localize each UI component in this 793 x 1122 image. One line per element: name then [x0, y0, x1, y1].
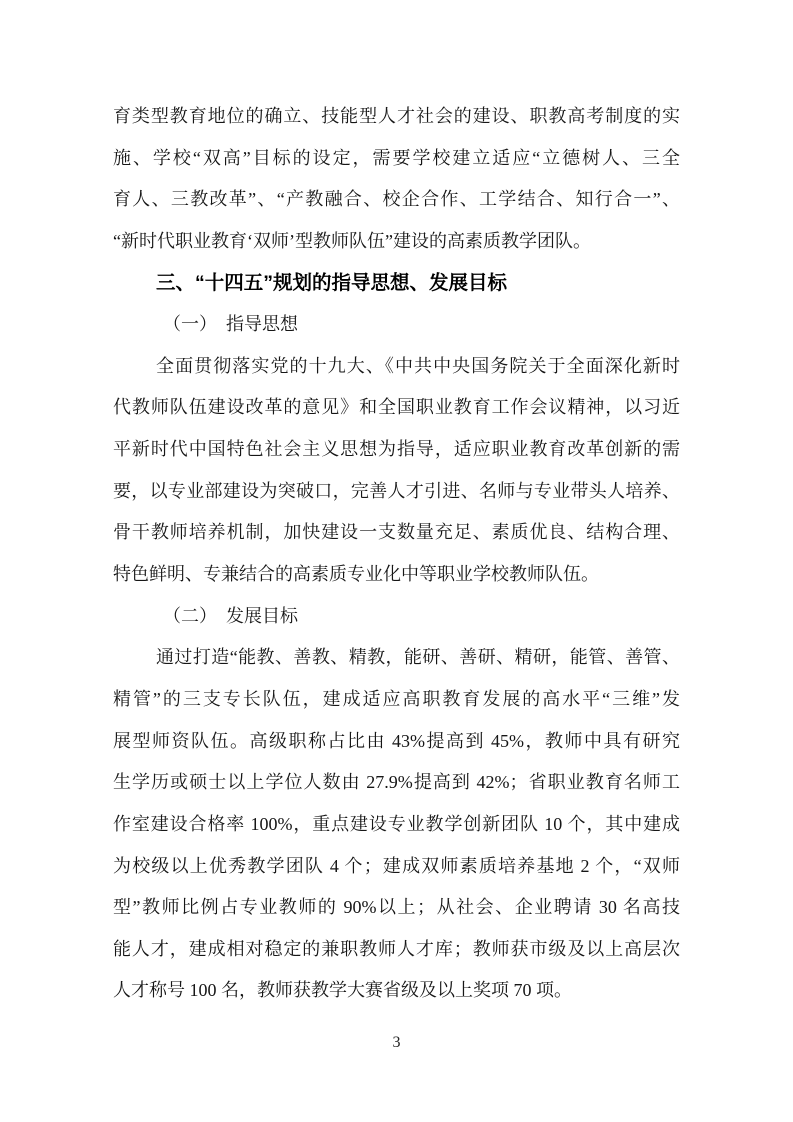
page-number: 3: [392, 1034, 401, 1051]
continuation-paragraph-line: 育人、三教改革”、“产教融合、校企合作、工学结合、知行合一”、: [113, 189, 680, 210]
subsection-1-heading: （一） 指导思想: [163, 314, 298, 335]
guiding-thought-paragraph-line: 骨干教师培养机制，加快建设一支数量充足、素质优良、结构合理、: [113, 522, 680, 543]
development-goals-paragraph-line: 作室建设合格率 100%，重点建设专业教学创新团队 10 个，其中建成: [113, 813, 680, 834]
development-goals-paragraph-line: 为校级以上优秀教学团队 4 个；建成双师素质培养基地 2 个，“双师: [113, 855, 680, 876]
continuation-paragraph-line: 施、学校“双高”目标的设定，需要学校建立适应“立德树人、三全: [113, 147, 680, 168]
development-goals-paragraph-line: 通过打造“能教、善教、精教，能研、善研、精研，能管、善管、: [156, 647, 680, 668]
guiding-thought-paragraph-line: 全面贯彻落实党的十九大、《中共中央国务院关于全面深化新时: [156, 355, 680, 376]
subsection-2-heading: （二） 发展目标: [163, 605, 298, 626]
guiding-thought-paragraph-line: 平新时代中国特色社会主义思想为指导，适应职业教育改革创新的需: [113, 439, 680, 460]
guiding-thought-paragraph-line: 代教师队伍建设改革的意见》和全国职业教育工作会议精神，以习近: [113, 397, 680, 418]
section-heading: 三、“十四五”规划的指导思想、发展目标: [156, 271, 508, 294]
document-body: [113, 96, 680, 1012]
development-goals-paragraph-line: 精管”的三支专长队伍，建成适应高职教育发展的高水平“三维”发: [113, 688, 680, 709]
development-goals-paragraph-line: 生学历或硕士以上学位人数由 27.9%提高到 42%；省职业教育名师工: [113, 772, 680, 793]
development-goals-paragraph-line: 展型师资队伍。高级职称占比由 43%提高到 45%，教师中具有研究: [113, 730, 680, 751]
development-goals-paragraph-line: 人才称号 100 名，教师获教学大赛省级及以上奖项 70 项。: [113, 980, 572, 1001]
continuation-paragraph-line: “新时代职业教育‘双师’型教师队伍”建设的高素质教学团队。: [113, 230, 591, 251]
guiding-thought-paragraph-line: 特色鲜明、专兼结合的高素质专业化中等职业学校教师队伍。: [113, 564, 599, 585]
development-goals-paragraph-line: 型”教师比例占专业教师的 90%以上；从社会、企业聘请 30 名高技: [113, 897, 680, 918]
guiding-thought-paragraph-line: 要，以专业部建设为突破口，完善人才引进、名师与专业带头人培养、: [113, 480, 680, 501]
continuation-paragraph-line: 育类型教育地位的确立、技能型人才社会的建设、职教高考制度的实: [113, 106, 680, 126]
development-goals-paragraph-line: 能人才，建成相对稳定的兼职教师人才库；教师获市级及以上高层次: [113, 938, 680, 959]
